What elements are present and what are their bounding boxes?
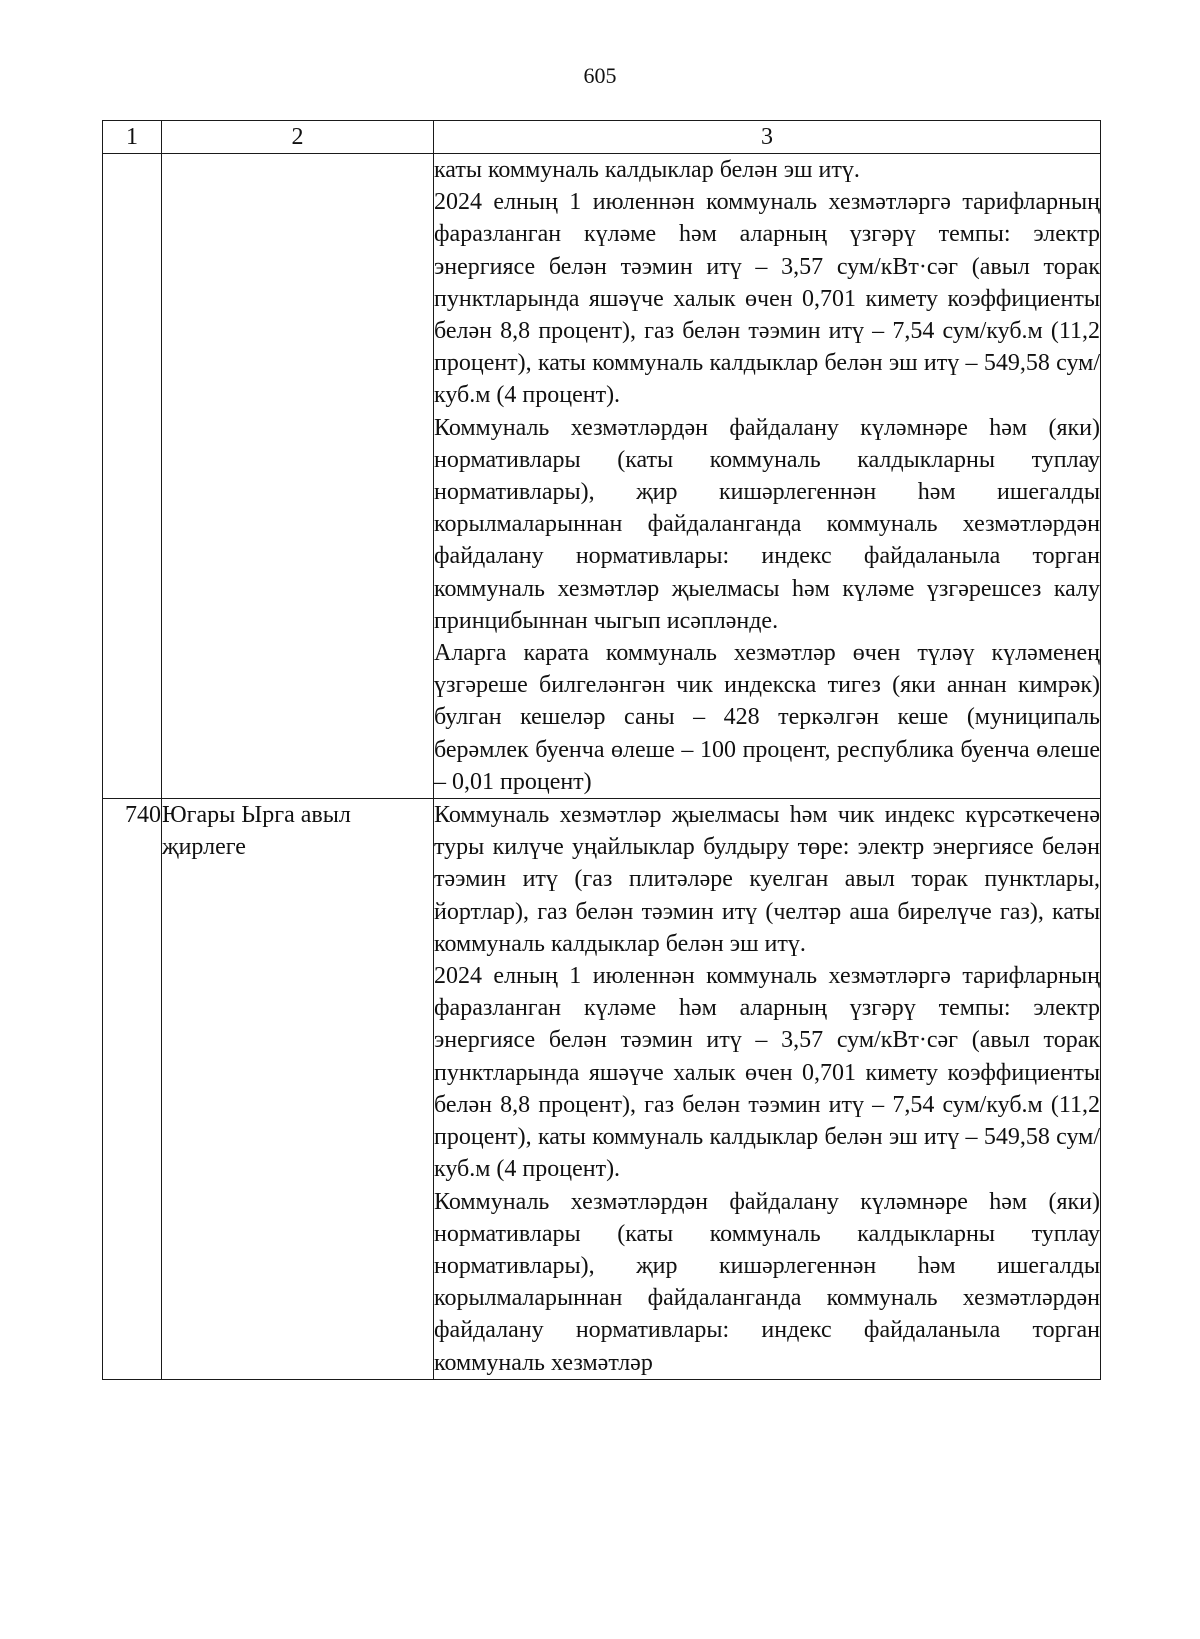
description-cell: [434, 799, 1101, 1380]
description-paragraph: Коммуналь хезмәтләр җыелмасы һәм чик индекс күрсәткеченә туры килүче уңайлыклар булдыру төре: электр энергиясе белән тәэмин итү (газ плитәләре куелган авыл торак пунктлары, йортлар), газ белән тәэмин итү (челтәр аша бирелүче газ), каты коммуналь калдыклар белән эш итү.: [434, 802, 1100, 957]
page-number: 605: [583, 63, 617, 88]
table-row: [103, 154, 1101, 799]
description-paragraph: Аларга карата коммуналь хезмәтләр өчен түләү күләменең үзгәреше билгеләнгән чик индекска тигез (яки аннан кимрәк) булган кешеләр саны – 428 теркәлгән кеше (муниципаль берәмлек буенча өлеше – 100 процент, республика буенча өлеше – 0,01 процент): [434, 640, 1100, 795]
description-paragraph: Коммуналь хезмәтләрдән файдалану күләмнәре һәм (яки) нормативлары (каты коммуналь калдыкларны туплау нормативлары), җир кишәрлегеннән һәм ишегалды корылмаларыннан файдаланганда коммуналь хезмәтләрдән файдалану нормативлары: индекс файдаланыла торган коммуналь хезмәтләр җыелмасы һәм күләме үзгәрешсез калу принцибыннан чыгып исәпләнде.: [434, 414, 1100, 634]
row-number-cell: 740: [103, 799, 162, 1380]
description-paragraph: Коммуналь хезмәтләрдән файдалану күләмнәре һәм (яки) нормативлары (каты коммуналь калдыкларны туплау нормативлары), җир кишәрлегеннән һәм ишегалды корылмаларыннан файдаланганда коммуналь хезмәтләрдән файдалану нормативлары: индекс файдаланыла торган коммуналь хезмәтләр: [434, 1188, 1100, 1376]
tariff-table: [102, 120, 1101, 1380]
settlement-name-cell: Югары Ырга авыл җирлеге: [162, 799, 434, 1380]
column-header-1: 1: [103, 121, 162, 154]
description-cell: [434, 154, 1101, 799]
description-paragraph: 2024 елның 1 июленнән коммуналь хезмәтләргә тарифларның фаразланган күләме һәм аларның үзгәрү темпы: электр энергиясе белән тәэмин итү – 3,57 сум/кВт·сәг (авыл торак пунктларында яшәүче халык өчен 0,701 кимету коэффициенты белән 8,8 процент), газ белән тәэмин итү – 7,54 сум/куб.м (11,2 процент), каты коммуналь калдыклар белән эш итү – 549,58 сум/куб.м (4 процент).: [434, 963, 1100, 1183]
column-header-2: 2: [162, 121, 434, 154]
description-paragraph: каты коммуналь калдыклар белән эш итү.: [434, 157, 860, 183]
table-header-row: [103, 121, 1101, 154]
column-header-3: 3: [434, 121, 1101, 154]
row-number-cell: [103, 154, 162, 799]
table-row: [103, 799, 1101, 1380]
description-paragraph: 2024 елның 1 июленнән коммуналь хезмәтләргә тарифларның фаразланган күләме һәм аларның үзгәрү темпы: электр энергиясе белән тәэмин итү – 3,57 сум/кВт·сәг (авыл торак пунктларында яшәүче халык өчен 0,701 кимету коэффициенты белән 8,8 процент), газ белән тәэмин итү – 7,54 сум/куб.м (11,2 процент), каты коммуналь калдыклар белән эш итү – 549,58 сум/куб.м (4 процент).: [434, 189, 1100, 409]
settlement-name-cell: [162, 154, 434, 799]
